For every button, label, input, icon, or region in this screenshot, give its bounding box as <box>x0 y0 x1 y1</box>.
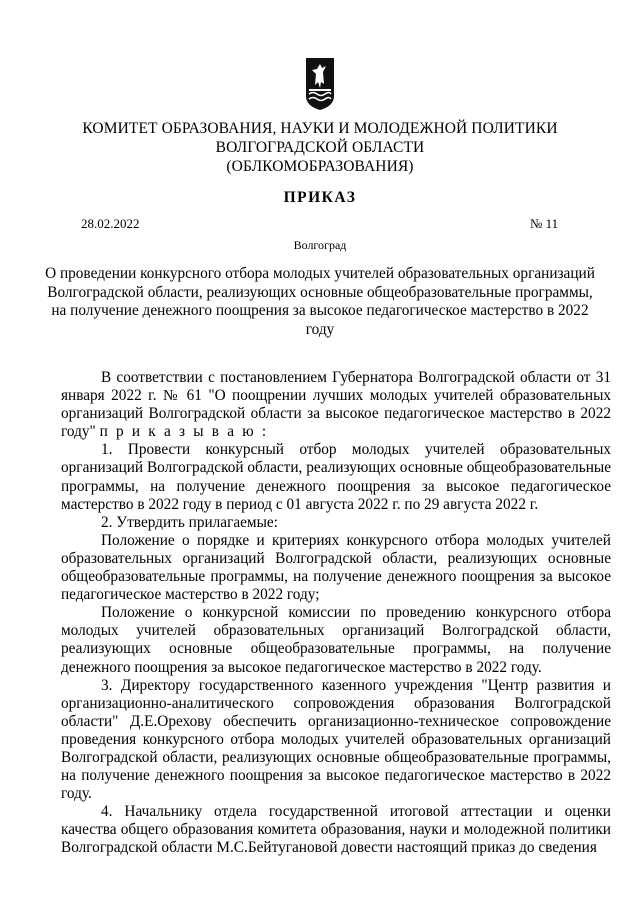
paragraph-4: 4. Начальнику отдела государственной итоговой аттестации и оценки качества общего образования комитета образования, науки и молодежной политики Волгоградской области М.С.Бейтугановой довести настоящий приказ до сведения <box>61 803 611 857</box>
coat-of-arms-icon <box>306 58 334 110</box>
preamble-paragraph <box>61 369 611 441</box>
document-type: ПРИКАЗ <box>283 189 357 206</box>
document-date: 28.02.2022 <box>81 216 140 231</box>
paragraph-2a: Положение о порядке и критериях конкурсного отбора молодых учителей образовательных организаций Волгоградской области, реализующих основные общеобразовательные программы, на получение денежного поощрения за высокое педагогическое мастерство в 2022 году; <box>61 531 611 604</box>
org-abbreviation: (ОБЛКОМОБРАЗОВАНИЯ) <box>226 158 414 175</box>
document-city: Волгоград <box>293 238 347 252</box>
document-subject: О проведении конкурсного отбора молодых учителей образовательных организаций Волгоградской области, реализующих основные общеобразовательные программы, на получение денежного поощрения за высокое педагогическое мастерство в 2022 году <box>45 265 595 338</box>
org-name-line2: ВОЛГОГРАДСКОЙ ОБЛАСТИ <box>215 139 425 156</box>
paragraph-2b: Положение о конкурсной комиссии по проведению конкурсного отбора молодых учителей образовательных организаций Волгоградской области, реализующих основные общеобразовательные программы, на получение денежного поощрения за высокое педагогическое мастерство в 2022 году. <box>61 604 611 676</box>
paragraph-2: 2. Утвердить прилагаемые: <box>101 513 278 531</box>
document-number: № 11 <box>530 216 559 231</box>
document-body <box>61 369 611 858</box>
order-word: п р и к а з ы в а ю : <box>99 423 269 441</box>
paragraph-1: 1. Провести конкурсный отбор молодых учителей образовательных организаций Волгоградской области, реализующих основные общеобразовательные программы, на получение денежного поощрения за высокое педагогическое мастерство в 2022 году в период с 01 августа 2022 г. по 29 августа 2022 г. <box>61 441 611 513</box>
org-name-line1: КОМИТЕТ ОБРАЗОВАНИЯ, НАУКИ И МОЛОДЕЖНОЙ ПОЛИТИКИ <box>82 120 558 137</box>
preamble-text: В соответствии с постановлением Губернатора Волгоградской области от 31 января 2022 г. № 61 "О поощрении лучших молодых учителей образовательных организаций Волгоградской области за высокое педагогическое мастерство в 2022 году" <box>61 369 611 441</box>
paragraph-3: 3. Директору государственного казенного учреждения "Центр развития и организационно-аналитического сопровождения образования Волгоградской области" Д.Е.Орехову обеспечить организационно-техническое сопровождение проведения конкурсного отбора молодых учителей образовательных организаций Волгоградской области, реализующих основные общеобразовательные программы, на получение денежного поощрения за высокое педагогическое мастерство в 2022 году. <box>61 676 611 803</box>
